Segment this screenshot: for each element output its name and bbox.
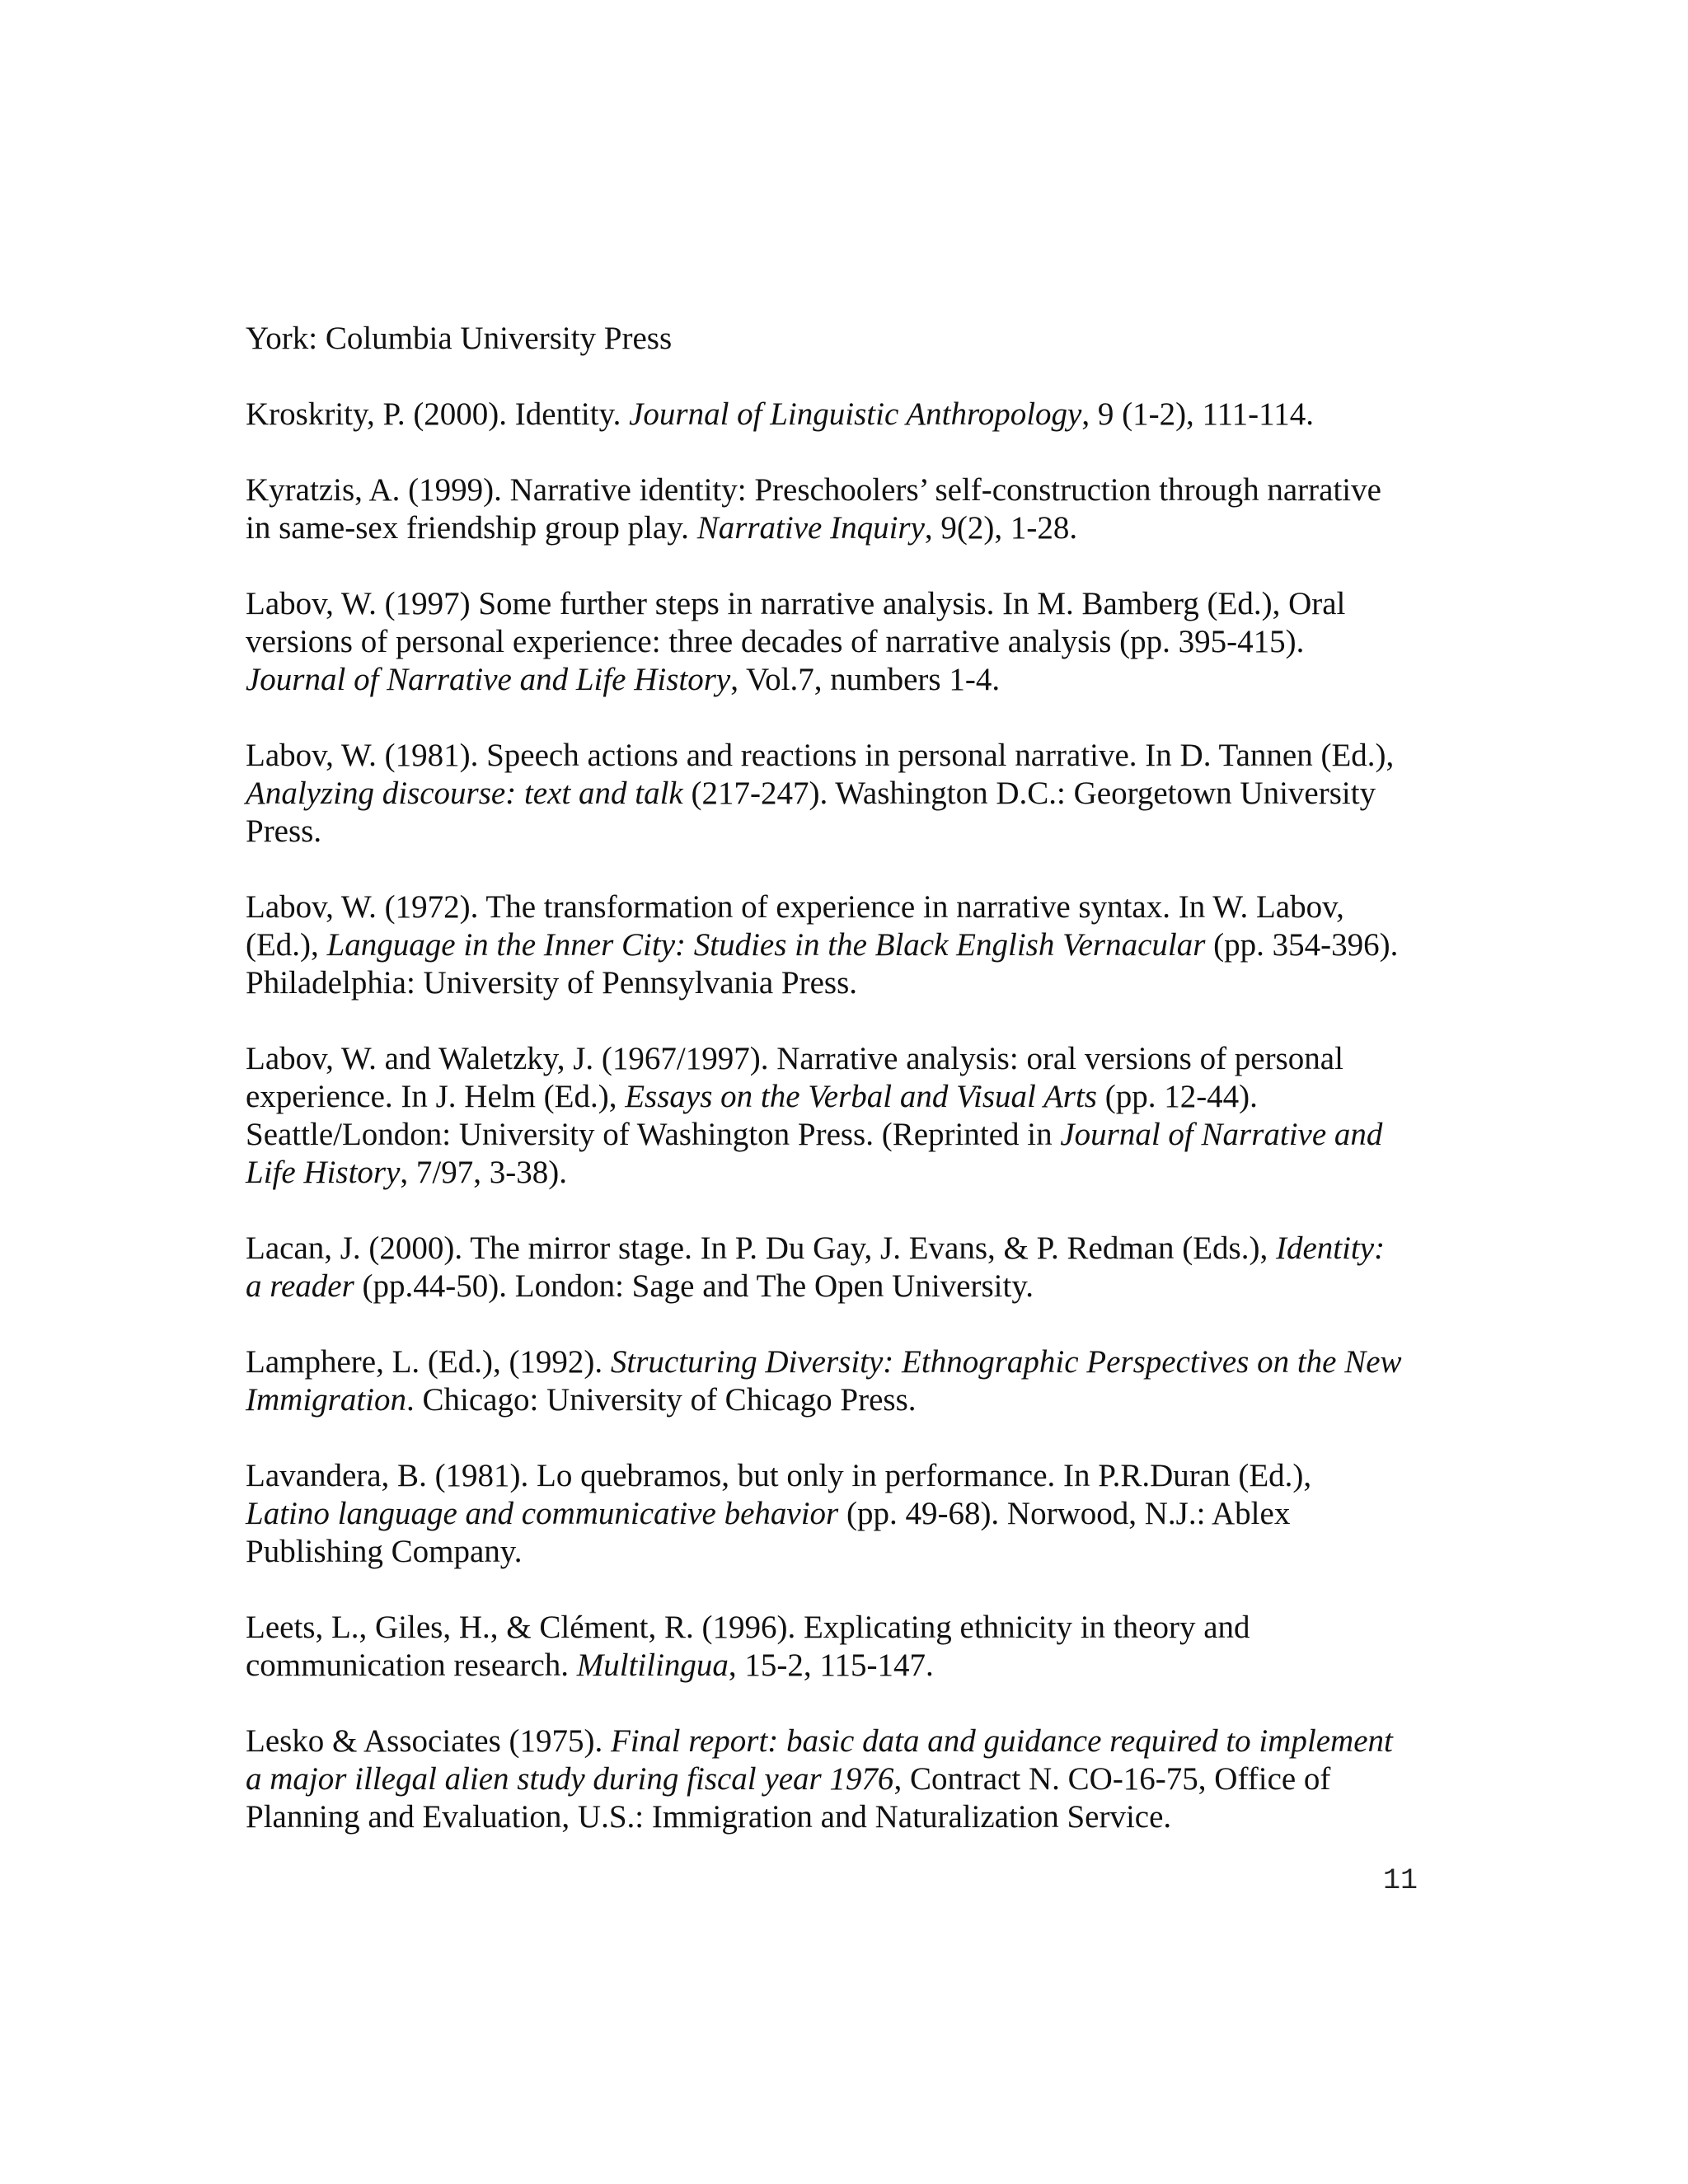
italic-title-text: a major illegal alien study during fiscal year 1976 — [246, 1761, 894, 1797]
italic-title-text: Life History — [246, 1155, 401, 1190]
italic-title-text: a reader — [246, 1268, 354, 1304]
italic-title-text: Journal of Narrative and Life History — [246, 662, 731, 697]
reference-text: in same-sex friendship group play. — [246, 510, 697, 546]
reference-text: Lamphere, L. (Ed.), (1992). — [246, 1344, 611, 1380]
italic-title-text: Journal of Narrative and — [1060, 1117, 1383, 1152]
reference-entry — [246, 585, 1449, 699]
reference-line — [246, 1078, 1449, 1116]
reference-text: , 9(2), 1-28. — [924, 510, 1078, 546]
reference-entry — [246, 1609, 1449, 1685]
page-number: 11 — [1382, 1864, 1418, 1897]
reference-text: Lavandera, B. (1981). Lo quebramos, but only in performance. In P.R.Duran (Ed.), — [246, 1458, 1312, 1493]
reference-line — [246, 813, 1449, 851]
reference-line — [246, 396, 1449, 434]
reference-text: . Chicago: University of Chicago Press. — [406, 1382, 917, 1418]
reference-line — [246, 509, 1449, 547]
reference-entry — [246, 320, 1449, 358]
reference-entry — [246, 1230, 1449, 1305]
reference-text: experience. In J. Helm (Ed.), — [246, 1079, 626, 1114]
reference-line — [246, 623, 1449, 661]
reference-line — [246, 1116, 1449, 1154]
italic-title-text: Latino language and communicative behavior — [246, 1496, 839, 1531]
reference-text: Labov, W. and Waletzky, J. (1967/1997). Narrative analysis: oral versions of personal — [246, 1041, 1343, 1076]
italic-title-text: Identity: — [1275, 1230, 1386, 1266]
reference-text: (Ed.), — [246, 927, 327, 963]
reference-line — [246, 1647, 1449, 1685]
reference-text: Planning and Evaluation, U.S.: Immigration and Naturalization Service. — [246, 1799, 1172, 1835]
italic-title-text: Narrative Inquiry — [696, 510, 925, 546]
reference-entry — [246, 1343, 1449, 1419]
reference-text: (pp. 49-68). Norwood, N.J.: Ablex — [838, 1496, 1291, 1531]
italic-title-text: Essays on the Verbal and Visual Arts — [625, 1079, 1097, 1114]
reference-line — [246, 1760, 1449, 1798]
reference-text: (pp. 354-396). — [1205, 927, 1399, 963]
italic-title-text: Language in the Inner City: Studies in the Black English Vernacular — [326, 927, 1206, 963]
italic-title-text: Multilingua — [576, 1647, 729, 1683]
reference-entry — [246, 1457, 1449, 1571]
reference-text: versions of personal experience: three decades of narrative analysis (pp. 395-415). — [246, 624, 1305, 659]
reference-entry — [246, 737, 1449, 851]
reference-line — [246, 1040, 1449, 1078]
reference-text: Philadelphia: University of Pennsylvania Press. — [246, 965, 857, 1001]
reference-text: Publishing Company. — [246, 1534, 523, 1569]
reference-line — [246, 926, 1449, 964]
reference-entry — [246, 471, 1449, 547]
reference-text: Labov, W. (1972). The transformation of experience in narrative syntax. In W. Labov, — [246, 889, 1344, 925]
reference-line — [246, 1495, 1449, 1533]
reference-line — [246, 1343, 1449, 1381]
reference-text: Labov, W. (1981). Speech actions and reactions in personal narrative. In D. Tannen (Ed.), — [246, 738, 1395, 773]
reference-line — [246, 1268, 1449, 1305]
reference-entry — [246, 1722, 1449, 1836]
reference-line — [246, 1154, 1449, 1192]
reference-line — [246, 775, 1449, 813]
reference-text: (pp. 12-44). — [1096, 1079, 1258, 1114]
reference-line — [246, 585, 1449, 623]
reference-text: , 15-2, 115-147. — [728, 1647, 934, 1683]
reference-text: , 7/97, 3-38). — [400, 1155, 567, 1190]
reference-text: , Contract N. CO-16-75, Office of — [893, 1761, 1331, 1797]
reference-line — [246, 320, 1449, 358]
italic-title-text: Immigration — [246, 1382, 406, 1418]
reference-text: communication research. — [246, 1647, 577, 1683]
reference-text: (217-247). Washington D.C.: Georgetown University — [682, 776, 1376, 811]
reference-text: York: Columbia University Press — [246, 321, 673, 356]
reference-text: (pp.44-50). London: Sage and The Open University. — [354, 1268, 1034, 1304]
reference-line — [246, 888, 1449, 926]
reference-line — [246, 1533, 1449, 1571]
reference-text: Kroskrity, P. (2000). Identity. — [246, 396, 630, 432]
reference-line — [246, 964, 1449, 1002]
reference-text: Leets, L., Giles, H., & Clément, R. (1996). Explicating ethnicity in theory and — [246, 1610, 1250, 1645]
reference-text: Seattle/London: University of Washington Press. (Reprinted in — [246, 1117, 1061, 1152]
reference-line — [246, 1722, 1449, 1760]
reference-line — [246, 1609, 1449, 1647]
reference-entry — [246, 888, 1449, 1002]
italic-title-text: Journal of Linguistic Anthropology — [629, 396, 1082, 432]
reference-line — [246, 1798, 1449, 1836]
reference-text: Lacan, J. (2000). The mirror stage. In P. Du Gay, J. Evans, & P. Redman (Eds.), — [246, 1230, 1276, 1266]
reference-list — [246, 320, 1449, 1874]
reference-entry — [246, 396, 1449, 434]
italic-title-text: Structuring Diversity: Ethnographic Perspectives on the New — [610, 1344, 1402, 1380]
italic-title-text: Analyzing discourse: text and talk — [246, 776, 683, 811]
reference-line — [246, 1230, 1449, 1268]
reference-line — [246, 661, 1449, 699]
reference-line — [246, 1381, 1449, 1419]
reference-text: , 9 (1-2), 111-114. — [1081, 396, 1314, 432]
reference-text: Labov, W. (1997) Some further steps in narrative analysis. In M. Bamberg (Ed.), Oral — [246, 586, 1346, 621]
reference-text: Lesko & Associates (1975). — [246, 1723, 612, 1759]
reference-line — [246, 1457, 1449, 1495]
reference-entry — [246, 1040, 1449, 1192]
reference-line — [246, 471, 1449, 509]
reference-text: Press. — [246, 813, 322, 849]
reference-text: , Vol.7, numbers 1-4. — [730, 662, 1001, 697]
reference-line — [246, 737, 1449, 775]
reference-text: Kyratzis, A. (1999). Narrative identity: Preschoolers’ self-construction through narrative — [246, 472, 1381, 508]
italic-title-text: Final report: basic data and guidance required to implement — [611, 1723, 1393, 1759]
